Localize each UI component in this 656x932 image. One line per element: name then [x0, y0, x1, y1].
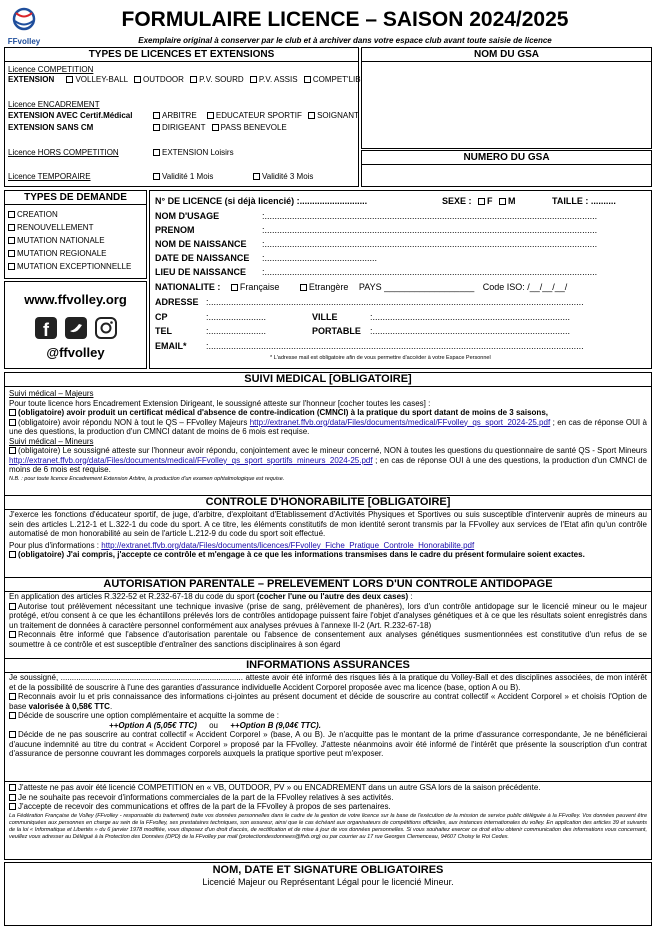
checkbox-mutation-nationale[interactable]: MUTATION NATIONALE: [8, 236, 105, 246]
checkbox-icon: [9, 731, 16, 738]
checkbox-icon: [153, 173, 160, 180]
ville-field[interactable]: VILLE: [312, 312, 338, 322]
taille-field[interactable]: TAILLE : ..........: [552, 196, 616, 206]
option-b[interactable]: ++Option B (9,04€ TTC).: [230, 720, 321, 730]
checkbox-icon: [9, 419, 16, 426]
antidopage-option-2[interactable]: Reconnais être informé que l'absence d'autorisation parentale ou l'absence de consentement aux analyses génétiques susmentionnées est constitutive d'un refus de se soumettre à ce contrôle et est susceptible d'entraîner des sanctions disciplinaires à son égard: [9, 630, 647, 649]
checkbox-pass-benevole[interactable]: PASS BENEVOLE: [212, 123, 287, 132]
pays-field[interactable]: PAYS __________________: [358, 282, 475, 292]
adresse-field[interactable]: ADRESSE: [155, 297, 199, 307]
signature-title: NOM, DATE ET SIGNATURE OBLIGATOIRES: [212, 864, 444, 876]
checkbox-icon: [212, 124, 219, 131]
checkbox-icon: [9, 794, 16, 801]
checkbox-icon: [9, 784, 16, 791]
medical-section: [9, 389, 647, 483]
consent-2[interactable]: Je ne souhaite pas recevoir d'informations commerciales de la part de la FFvolley relatives à ses activités.: [9, 793, 647, 803]
antidopage-option-1[interactable]: Autorise tout prélèvement nécessitant une technique invasive (prise de sang, prélèvement de phanères), lors d'un contrôle antidopage sur le licencié mineur ou le majeur protégé, et/ou consent à ce que les échantillons prélevés lors de contrôles antidopage puissent faire l'objet d'analyses génétiques et à ce que les résultats soient enregistrés dans un traitement de données à caractère personnel conformément aux analyses prévues à l'annexe II-2 (Art. R.232-67-18): [9, 601, 647, 630]
competition-label: Licence COMPETITION: [8, 65, 94, 74]
email-dots: :......................................................................................................................................................: [206, 341, 584, 351]
medical-item-3[interactable]: (obligatoire) Le soussigné atteste sur l'honneur avoir répondu, conjointement avec le mineur concerné, NON à toutes les questions du questionnaire de santé QS - Sport Mineurs http://extranet.ffvb.org/data/Files/documents/medical/FFvolley_qs_sport_sportifs_mineurs_2024-25.pdf ; en cas de réponse OUI à une des questions, la production d'un CMNCI de moins de 6 mois est requise.: [9, 446, 647, 474]
checkbox-icon: [9, 712, 16, 719]
svg-text:f: f: [43, 320, 49, 339]
extension-label: EXTENSION: [8, 75, 55, 84]
checkbox-icon: [304, 76, 311, 83]
assurance-option-refus[interactable]: Décide de ne pas souscrire au contrat collectif « Accident Corporel » (base, A ou B). Je n'acquitte pas le montant de la prime d'assurance correspondante, Je ne bénéficierai d'aucune indemnité au titre du contrat « Accident Corporel » proposé par la FFvolley. J'atteste néanmoins avoir été informé de l'intérêt que présente la souscription d'un contrat d'assurance de personne couvrant les dommages corporels auxquels la pratique sportive peut m'exposer.: [9, 730, 647, 758]
medical-title: SUIVI MEDICAL [OBLIGATOIRE]: [5, 373, 651, 387]
checkbox-extension-loisirs[interactable]: EXTENSION Loisirs: [153, 148, 234, 158]
checkbox-icon: [8, 211, 15, 218]
hors-competition-label: Licence HORS COMPETITION: [8, 148, 119, 157]
portable-dots: :...............................................................................: [370, 326, 571, 336]
nom-gsa-box[interactable]: [361, 47, 652, 149]
medical-majeurs-label: Suivi médical – Majeurs: [9, 389, 94, 398]
ffvolley-logo: [6, 6, 42, 46]
lower-sections-box: [4, 372, 652, 860]
option-a[interactable]: ++Option A (5,05€ TTC): [109, 720, 197, 730]
checkbox-icon: [190, 76, 197, 83]
cp-dots: :.......................: [206, 312, 267, 322]
assurance-option-complementaire[interactable]: Décide de souscrire une option complémentaire et acquitte la somme de :: [9, 711, 647, 721]
checkbox-icon: [253, 173, 260, 180]
assurance-section: [9, 673, 647, 759]
nom-gsa-title: NOM DU GSA: [362, 48, 651, 62]
antidopage-title: AUTORISATION PARENTALE – PRELEVEMENT LORS D'UN CONTROLE ANTIDOPAGE: [5, 577, 651, 592]
medical-intro: Pour toute licence hors Encadrement Extension Dirigeant, le soussigné atteste sur l'honneur [cocher toutes les cases] :: [9, 398, 431, 408]
ext-avec-label: EXTENSION AVEC Certif.Médical: [8, 111, 133, 120]
medical-item-2[interactable]: (obligatoire) avoir répondu NON à tout le QS – FFvolley Majeurs http://extranet.ffvb.org/data/Files/documents/medical/FFvolley_qs_sport_2024-25.pdf ; en cas de réponse OUI à une des questions, la production d'un CMNCI datant de moins de 6 mois est requise.: [9, 417, 647, 436]
checkbox-icon: [153, 112, 160, 119]
date-naissance-field[interactable]: DATE DE NAISSANCE: [155, 253, 250, 263]
date-naissance-dots: :.............................................: [262, 253, 378, 263]
honorabilite-info: Pour plus d'informations : http://extranet.ffvb.org/data/Files/documents/licences/FFvolley_Fiche_Pratique_Controle_Honorabilite.pdf: [9, 540, 475, 550]
licence-no-row[interactable]: N° DE LICENCE (si déjà licencié) :...........................: [155, 196, 368, 206]
assurance-option-base[interactable]: Reconnais avoir lu et pris connaissance des informations ci-jointes au présent document et décide de souscrire au contrat collectif « Accident Corporel » et choisis l'Option de base valorisée à 0,58€ TTC.: [9, 692, 647, 711]
consent-3[interactable]: J'accepte de recevoir des communications et offres de la part de la FFvolley à propos de ses partenaires.: [9, 802, 647, 812]
checkbox-sexe-m[interactable]: M: [499, 196, 516, 206]
checkbox-icon: [478, 198, 485, 205]
temporaire-label: Licence TEMPORAIRE: [8, 172, 91, 181]
checkbox-mutation-regionale[interactable]: MUTATION REGIONALE: [8, 249, 107, 259]
checkbox-mutation-exceptionnelle[interactable]: MUTATION EXCEPTIONNELLE: [8, 262, 131, 272]
checkbox-pv-assis[interactable]: P.V. ASSIS: [250, 75, 298, 84]
numero-gsa-box[interactable]: [361, 150, 652, 187]
consent-divider: [5, 781, 651, 782]
prenom-field[interactable]: PRENOM: [155, 225, 195, 235]
social-handle[interactable]: @ffvolley: [46, 345, 105, 360]
demande-box: [4, 190, 147, 279]
adresse-dots: :......................................................................................................................................................: [206, 297, 584, 307]
encadrement-label: Licence ENCADREMENT: [8, 100, 100, 109]
encadrement-row-1: [153, 111, 359, 121]
numero-gsa-title: NUMERO DU GSA: [362, 151, 651, 165]
checkbox-pv-sourd[interactable]: P.V. SOURD: [190, 75, 243, 84]
licence-types-title: TYPES DE LICENCES ET EXTENSIONS: [5, 48, 358, 62]
lieu-naissance-dots: :.....................................................................................................................................: [262, 267, 598, 277]
checkbox-dirigeant[interactable]: DIRIGEANT: [153, 123, 205, 132]
checkbox-icon: [8, 250, 15, 257]
checkbox-icon: [153, 149, 160, 156]
honorabilite-check[interactable]: (obligatoire) J'ai compris, j'accepte ce contrôle et m'engage à ce que les informations transmises dans le cadre du présent formulaire soient exactes.: [9, 550, 647, 560]
checkbox-renouvellement[interactable]: RENOUVELLEMENT: [8, 223, 93, 233]
assurance-title: INFORMATIONS ASSURANCES: [5, 658, 651, 673]
checkbox-icon: [207, 112, 214, 119]
licence-types-box: [4, 47, 359, 187]
signature-subtitle: Licencié Majeur ou Représentant Légal pour le licencié Mineur.: [202, 877, 454, 887]
checkbox-outdoor[interactable]: OUTDOOR: [134, 75, 184, 84]
checkbox-icon: [231, 284, 238, 291]
logo-text: FFvolley: [7, 37, 41, 46]
form-subtitle: Exemplaire original à conserver par le club et à archiver dans votre espace club avant toute saisie de licence: [138, 36, 552, 45]
assurance-intro: Je soussigné, .................................................................................. atteste avoir été informé des risques liés à la pratique du Volley-Ball et des disciplines associées, de mon intérêt et de la possibilité de souscrire à l'une des garanties d'assurance individuelle Accident Corporel proposée avec ma licence (base, option A ou B).: [9, 673, 647, 692]
nationalite-row: NATIONALITE : Française Etrangère PAYS __________________ Code ISO: /__/__/__/: [155, 282, 568, 292]
rgpd-notice: La Fédération Française de Volley (FFvolley - responsable du traitement) traite vos données personnelles dans le cadre de la gestion de votre licence sur la base de l'exécution de la mission de service public déléguée à la FFvolley. Vos données peuvent être communiquées aux personnes en charge au sein de la FFvolley, ses prestataires techniques, son assureur, ainsi que le cas échéant aux organisateurs de compétitions officielles, aux instances internationales du volley. En application des articles 39 et suivants de la loi « Informatique et Libertés » du 6 janvier 1978 modifiée, vous disposez d'un droit d'accès, de rectification et de mise à jour de vos données personnelles. Si vous souhaitez exercer ce droit et/ou obtenir communication des informations vous concernant, veuillez vous adresser au Délégué à la Protection des Données (DPD) de la FFvolley par mail (protectiondesdonnees@ffvb.org) ou par courrier au 17 rue Georges Clemenceau, 94607 Choisy le Roi Cedex.: [9, 812, 647, 840]
nom-naissance-dots: :.....................................................................................................................................: [262, 239, 598, 249]
form-title: FORMULAIRE LICENCE – SAISON 2024/2025: [121, 8, 569, 31]
checkbox-sexe-f[interactable]: F: [478, 196, 493, 206]
portable-field[interactable]: PORTABLE: [312, 326, 361, 336]
checkbox-icon: [9, 693, 16, 700]
nom-naissance-field[interactable]: NOM DE NAISSANCE: [155, 239, 247, 249]
assurance-options-ab: ++Option A (5,05€ TTC) ou ++Option B (9,04€ TTC).: [109, 720, 321, 730]
checkbox-icon: [66, 76, 73, 83]
checkbox-icon: [250, 76, 257, 83]
checkbox-icon: [8, 224, 15, 231]
antidopage-section: [9, 592, 647, 649]
prenom-dots: :.....................................................................................................................................: [262, 225, 598, 235]
ext-sans-label: EXTENSION SANS CM: [8, 123, 94, 132]
tel-field[interactable]: TEL: [155, 326, 172, 336]
checkbox-icon: [300, 284, 307, 291]
checkbox-soignant[interactable]: SOIGNANT: [308, 111, 359, 120]
consent-section: [9, 783, 647, 841]
consent-1[interactable]: J'atteste ne pas avoir été licencié COMPETITION en « VB, OUTDOOR, PV » ou ENCADREMENT dans un autre GSA lors de la saison précédente.: [9, 783, 647, 793]
honorabilite-section: [9, 510, 647, 560]
website-link[interactable]: www.ffvolley.org: [24, 292, 127, 307]
nom-usage-field[interactable]: NOM D'USAGE: [155, 211, 220, 221]
checkbox-icon: [499, 198, 506, 205]
checkbox-etrangere[interactable]: Etrangère: [300, 282, 349, 292]
encadrement-row-2: [153, 123, 287, 133]
checkbox-icon: [8, 237, 15, 244]
checkbox-icon: [9, 631, 16, 638]
email-field[interactable]: EMAIL*: [155, 341, 187, 351]
nom-usage-dots: :.....................................................................................................................................: [262, 211, 598, 221]
checkbox-icon: [134, 76, 141, 83]
competition-row: [8, 75, 361, 85]
checkbox-icon: [153, 124, 160, 131]
checkbox-volley-ball[interactable]: VOLLEY-BALL: [66, 75, 127, 84]
lieu-naissance-field[interactable]: LIEU DE NAISSANCE: [155, 267, 247, 277]
checkbox-educateur[interactable]: EDUCATEUR SPORTIF: [207, 111, 302, 120]
signature-box[interactable]: [4, 862, 652, 926]
honorabilite-text: J'exerce les fonctions d'éducateur sportif, de juge, d'arbitre, d'exploitant d'Etablissement d'Activités Physiques et Sportives ou suis susceptible d'intervenir auprès de mineurs au sein des articles L.212-1 et L.322-1 du code du sport. A ce titre, les éléments constitutifs de mon identité seront transmis par la FFvolley aux services de l'Etat afin qu'un contrôle automatisé de mon honorabilité au sein de l'article L.212-9 du code du sport soit effectué.: [9, 510, 647, 538]
medical-item-1[interactable]: (obligatoire) avoir produit un certificat médical d'absence de contre-indication (CMNCI) à la pratique du sport datant de moins de 3 saisons,: [9, 408, 647, 418]
honorabilite-title: CONTROLE D'HONORABILITE [OBLIGATOIRE]: [5, 495, 651, 510]
checkbox-icon: [9, 551, 16, 558]
checkbox-icon: [9, 447, 16, 454]
twitter-icon[interactable]: [65, 317, 89, 339]
ville-dots: :...............................................................................: [370, 312, 571, 322]
checkbox-creation[interactable]: CREATION: [8, 210, 58, 220]
demande-title: TYPES DE DEMANDE: [5, 191, 146, 205]
checkbox-francaise[interactable]: Française: [231, 282, 280, 292]
checkbox-icon: [9, 803, 16, 810]
checkbox-icon: [9, 603, 16, 610]
checkbox-arbitre[interactable]: ARBITRE: [153, 111, 197, 120]
checkbox-icon: [8, 263, 15, 270]
sexe-row: SEXE : F M: [442, 196, 516, 206]
checkbox-compet-lib[interactable]: COMPET'LIB: [304, 75, 361, 84]
tel-dots: :.......................: [206, 326, 267, 336]
medical-nb: N.B. : pour toute licence Encadrement Extension Arbitre, la production d'un examen ophtalmologique est requise.: [9, 475, 285, 482]
volleyball-logo-icon: [6, 6, 42, 32]
facebook-icon[interactable]: [35, 317, 59, 339]
honorabilite-link[interactable]: http://extranet.ffvb.org/data/Files/documents/licences/FFvolley_Fiche_Pratique_Controle_Honorabilite.pdf: [101, 540, 475, 550]
instagram-icon[interactable]: [95, 317, 119, 339]
promo-box: [4, 281, 147, 369]
checkbox-icon: [308, 112, 315, 119]
social-icons: [35, 317, 125, 341]
medical-mineurs-label: Suivi médical – Mineurs: [9, 436, 94, 446]
antidopage-intro: En application des articles R.322-52 et R.232-67-18 du code du sport (cocher l'une ou l'autre des deux cases) :: [9, 592, 413, 601]
cp-field[interactable]: CP: [155, 312, 168, 322]
qs-majeurs-link[interactable]: http://extranet.ffvb.org/data/Files/documents/medical/FFvolley_qs_sport_2024-25.pdf: [249, 417, 551, 427]
checkbox-icon: [9, 409, 16, 416]
qs-mineurs-link[interactable]: http://extranet.ffvb.org/data/Files/documents/medical/FFvolley_qs_sport_sportifs_mineurs_2024-25.pdf: [9, 455, 373, 465]
code-iso-field[interactable]: Code ISO: /__/__/__/: [482, 282, 568, 292]
checkbox-validite-3-mois[interactable]: Validité 3 Mois: [253, 172, 313, 182]
identite-box: [149, 190, 652, 369]
email-note: * L'adresse mail est obligatoire afin de vous permettre d'accéder à votre Espace Personnel: [270, 355, 491, 361]
checkbox-validite-1-mois[interactable]: Validité 1 Mois: [153, 172, 213, 182]
